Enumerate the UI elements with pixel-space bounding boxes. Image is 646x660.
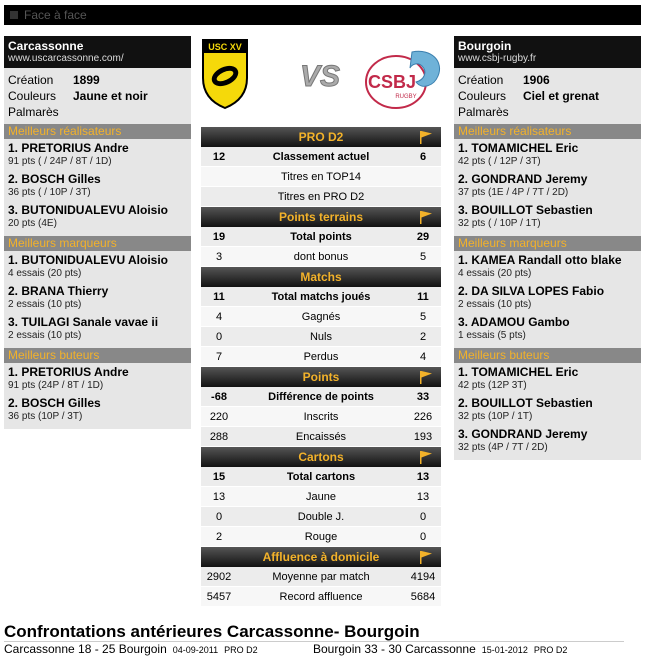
player-list: [4, 139, 191, 236]
player-detail: 1 essais (5 pts): [458, 330, 526, 341]
section-title: Points terrains: [278, 210, 364, 224]
section-title: PRO D2: [298, 130, 344, 144]
list-item[interactable]: [458, 396, 637, 427]
player-list: [454, 139, 641, 236]
rank: 2.: [458, 396, 469, 410]
match-competition: PRO D2: [533, 645, 568, 655]
row-label: Titres en PRO D2: [277, 191, 365, 203]
rank: 3.: [8, 203, 19, 217]
list-item[interactable]: [458, 427, 637, 458]
rank: 1.: [458, 253, 469, 267]
usc-badge-text: USC XV: [208, 42, 242, 52]
flag-icon[interactable]: [419, 370, 433, 384]
list-item[interactable]: [8, 203, 187, 234]
player-list: [454, 363, 641, 460]
list-item[interactable]: [458, 203, 637, 234]
table-row: [201, 287, 441, 307]
table-row: [201, 327, 441, 347]
right-value: 4194: [410, 571, 436, 583]
stats-section-header: [201, 447, 441, 467]
rank: 3.: [458, 315, 469, 329]
flag-icon[interactable]: [419, 550, 433, 564]
table-row: [201, 467, 441, 487]
rank: 2.: [8, 172, 19, 186]
player-name: PRETORIUS Andre: [21, 141, 129, 155]
right-value: 5: [419, 311, 427, 323]
left-value: 13: [212, 491, 226, 503]
match-score: Bourgoin 33 - 30 Carcassonne: [313, 642, 476, 656]
right-value: 5: [419, 251, 427, 263]
csbj-badge-text: CSBJ: [367, 72, 417, 92]
list-item[interactable]: [8, 172, 187, 203]
left-value: 0: [215, 331, 223, 343]
stats-rows: [201, 467, 441, 547]
table-row: [201, 507, 441, 527]
stats-section-header: [201, 547, 441, 567]
player-detail: 32 pts (4P / 7T / 2D): [458, 442, 548, 453]
list-item[interactable]: [458, 172, 637, 203]
table-row: [201, 227, 441, 247]
left-value: 2: [215, 531, 223, 543]
match-date: 15-01-2012: [481, 645, 528, 655]
player-detail: 2 essais (10 pts): [8, 330, 82, 341]
stats-rows: [201, 147, 441, 207]
list-item[interactable]: [313, 642, 567, 656]
table-row: [201, 407, 441, 427]
table-row: [201, 567, 441, 587]
left-team-panel: [4, 36, 191, 429]
right-value: 0: [419, 511, 427, 523]
table-row: [201, 187, 441, 207]
player-name: DA SILVA LOPES Fabio: [471, 284, 605, 298]
player-name: TUILAGI Sanale vavae ii: [21, 315, 159, 329]
row-label: Différence de points: [268, 391, 374, 403]
player-list: [4, 251, 191, 348]
list-item[interactable]: [8, 253, 187, 284]
row-label: Moyenne par match: [272, 571, 370, 583]
section-title: Meilleurs marqueurs: [4, 236, 191, 251]
flag-icon[interactable]: [419, 130, 433, 144]
table-row: [201, 247, 441, 267]
info-value: Jaune et noir: [73, 89, 148, 103]
left-value: 0: [215, 511, 223, 523]
vs-text: VS: [299, 60, 341, 92]
right-value: 4: [419, 351, 427, 363]
section-title: Points: [302, 370, 340, 384]
row-label: Perdus: [303, 351, 339, 363]
right-value: 6: [419, 151, 427, 163]
right-value: 11: [417, 291, 429, 303]
player-name: BOSCH Gilles: [21, 396, 101, 410]
rank: 1.: [8, 253, 19, 267]
row-label: Jaune: [306, 491, 336, 503]
info-value: 1906: [523, 73, 550, 87]
csbj-badge-sub: RUGBY: [395, 94, 417, 100]
player-name: ADAMOU Gambo: [470, 315, 570, 329]
right-value: 33: [416, 391, 430, 403]
section-title: Affluence à domicile: [262, 550, 380, 564]
flag-icon[interactable]: [419, 210, 433, 224]
right-team-info: [454, 68, 641, 124]
player-detail: 37 pts (1E / 4P / 7T / 2D): [458, 187, 569, 198]
rank: 2.: [8, 284, 19, 298]
rank: 1.: [8, 365, 19, 379]
player-detail: 2 essais (10 pts): [8, 299, 82, 310]
stats-section-header: [201, 207, 441, 227]
left-team-info: [4, 68, 191, 124]
header-bullet-icon: [10, 11, 18, 19]
row-label: Gagnés: [301, 311, 341, 323]
row-label: Total cartons: [286, 471, 356, 483]
right-team-panel: [454, 36, 641, 460]
stats-section-header: [201, 127, 441, 147]
row-label: Total matchs joués: [271, 291, 371, 303]
list-item[interactable]: [458, 315, 637, 346]
right-team-header: [454, 36, 641, 68]
section-title: Meilleurs buteurs: [454, 348, 641, 363]
right-value: [405, 187, 441, 206]
row-label: Record affluence: [279, 591, 363, 603]
right-value: 2: [419, 331, 427, 343]
left-value: 11: [213, 291, 225, 303]
right-value: 193: [413, 431, 433, 443]
left-value: -68: [211, 391, 227, 403]
row-label: Encaissés: [295, 431, 347, 443]
row-label: dont bonus: [293, 251, 349, 263]
left-value: 19: [212, 231, 226, 243]
left-value: 7: [215, 351, 223, 363]
player-detail: 32 pts (10P / 1T): [458, 411, 533, 422]
info-value: Ciel et grenat: [523, 89, 600, 103]
player-detail: 2 essais (10 pts): [458, 299, 532, 310]
stats-rows: [201, 287, 441, 367]
right-value: 13: [416, 491, 430, 503]
left-value: 15: [212, 471, 226, 483]
row-label: Nuls: [309, 331, 332, 343]
player-detail: 91 pts (24P / 8T / 1D): [8, 380, 104, 391]
left-value: 4: [215, 311, 223, 323]
list-item[interactable]: [8, 141, 187, 172]
player-detail: 36 pts ( / 10P / 3T): [8, 187, 91, 198]
info-label: Création: [458, 73, 504, 87]
table-row: [201, 487, 441, 507]
info-label: Couleurs: [458, 89, 507, 103]
left-value: 220: [209, 411, 229, 423]
info-label: Création: [8, 73, 54, 87]
rank: 2.: [8, 396, 19, 410]
player-name: BOUILLOT Sebastien: [471, 396, 593, 410]
match-score: Carcassonne 18 - 25 Bourgoin: [4, 642, 167, 656]
section-title: Matchs: [300, 270, 342, 284]
usc-shield-logo: [201, 38, 249, 110]
left-value: [201, 167, 237, 186]
match-date: 04-09-2011: [172, 645, 219, 655]
info-value: 1899: [73, 73, 100, 87]
csbj-logo: [362, 46, 446, 112]
section-title: Meilleurs réalisateurs: [454, 124, 641, 139]
player-list: [4, 363, 191, 429]
left-value: 12: [212, 151, 226, 163]
rank: 1.: [458, 141, 469, 155]
section-title: Cartons: [298, 450, 344, 464]
rank: 3.: [458, 427, 469, 441]
table-row: [201, 527, 441, 547]
stats-rows: [201, 567, 441, 607]
right-value: [405, 167, 441, 186]
rank: 2.: [458, 284, 469, 298]
rank: 1.: [8, 141, 19, 155]
player-name: BRANA Thierry: [21, 284, 109, 298]
player-detail: 42 pts ( / 12P / 3T): [458, 156, 541, 167]
right-team-url[interactable]: www.csbj-rugby.fr: [458, 53, 537, 64]
player-detail: 4 essais (20 pts): [8, 268, 82, 279]
list-item[interactable]: [458, 365, 637, 396]
table-row: [201, 387, 441, 407]
right-value: 5684: [410, 591, 436, 603]
player-name: GONDRAND Jeremy: [471, 172, 588, 186]
player-name: TOMAMICHEL Eric: [471, 141, 579, 155]
player-detail: 42 pts (12P 3T): [458, 380, 527, 391]
right-value: 29: [416, 231, 430, 243]
row-label: Double J.: [297, 511, 345, 523]
player-name: GONDRAND Jeremy: [471, 427, 588, 441]
player-detail: 32 pts ( / 10P / 1T): [458, 218, 541, 229]
info-label: Couleurs: [8, 89, 57, 103]
list-item[interactable]: [8, 284, 187, 315]
table-row: [201, 587, 441, 607]
player-name: KAMEA Randall otto blake: [471, 253, 622, 267]
face-a-face-header: [4, 5, 641, 25]
player-detail: 20 pts (4E): [8, 218, 57, 229]
left-value: 3: [215, 251, 223, 263]
stats-section-header: [201, 267, 441, 287]
left-value: 5457: [206, 591, 232, 603]
stats-rows: [201, 387, 441, 447]
stats-table: [201, 127, 441, 607]
player-name: BOUILLOT Sebastien: [471, 203, 593, 217]
table-row: [201, 167, 441, 187]
section-title: Meilleurs réalisateurs: [4, 124, 191, 139]
list-item[interactable]: [4, 642, 258, 656]
confrontations-title: Confrontations antérieures Carcassonne- Bourgoin: [4, 622, 420, 641]
right-value: 13: [416, 471, 430, 483]
left-team-header: [4, 36, 191, 68]
player-detail: 91 pts ( / 24P / 8T / 1D): [8, 156, 112, 167]
list-item[interactable]: [8, 315, 187, 346]
table-row: [201, 427, 441, 447]
info-label: Palmarès: [8, 105, 59, 119]
left-team-url[interactable]: www.uscarcassonne.com/: [8, 53, 124, 64]
left-value: [201, 187, 237, 206]
rank: 1.: [458, 365, 469, 379]
row-label: Rouge: [304, 531, 338, 543]
player-name: PRETORIUS Andre: [21, 365, 129, 379]
table-row: [201, 347, 441, 367]
player-name: TOMAMICHEL Eric: [471, 365, 579, 379]
right-value: 0: [419, 531, 427, 543]
rank: 3.: [8, 315, 19, 329]
player-detail: 4 essais (20 pts): [458, 268, 532, 279]
section-title: Meilleurs buteurs: [4, 348, 191, 363]
player-name: BOSCH Gilles: [21, 172, 101, 186]
versus-logo: [292, 58, 348, 92]
right-value: 226: [413, 411, 433, 423]
left-team-name: Carcassonne: [8, 39, 84, 53]
row-label: Total points: [290, 231, 352, 243]
flag-icon[interactable]: [419, 450, 433, 464]
list-item[interactable]: [8, 365, 187, 396]
right-team-name: Bourgoin: [458, 39, 512, 53]
info-label: Palmarès: [458, 105, 509, 119]
rank: 3.: [458, 203, 469, 217]
row-label: Classement actuel: [272, 151, 370, 163]
list-item[interactable]: [458, 284, 637, 315]
section-title: Meilleurs marqueurs: [454, 236, 641, 251]
player-name: BUTONIDUALEVU Aloisio: [21, 253, 169, 267]
list-item[interactable]: [8, 396, 187, 427]
player-list: [454, 251, 641, 348]
list-item[interactable]: [458, 253, 637, 284]
left-value: 288: [209, 431, 229, 443]
table-row: [201, 307, 441, 327]
rank: 2.: [458, 172, 469, 186]
stats-rows: [201, 227, 441, 267]
row-label: Titres en TOP14: [281, 171, 361, 183]
player-name: BUTONIDUALEVU Aloisio: [21, 203, 169, 217]
table-row: [201, 147, 441, 167]
stats-section-header: [201, 367, 441, 387]
player-detail: 36 pts (10P / 3T): [8, 411, 83, 422]
left-value: 2902: [206, 571, 232, 583]
match-competition: PRO D2: [224, 645, 258, 655]
header-title: Face à face: [24, 8, 87, 22]
list-item[interactable]: [458, 141, 637, 172]
row-label: Inscrits: [303, 411, 339, 423]
